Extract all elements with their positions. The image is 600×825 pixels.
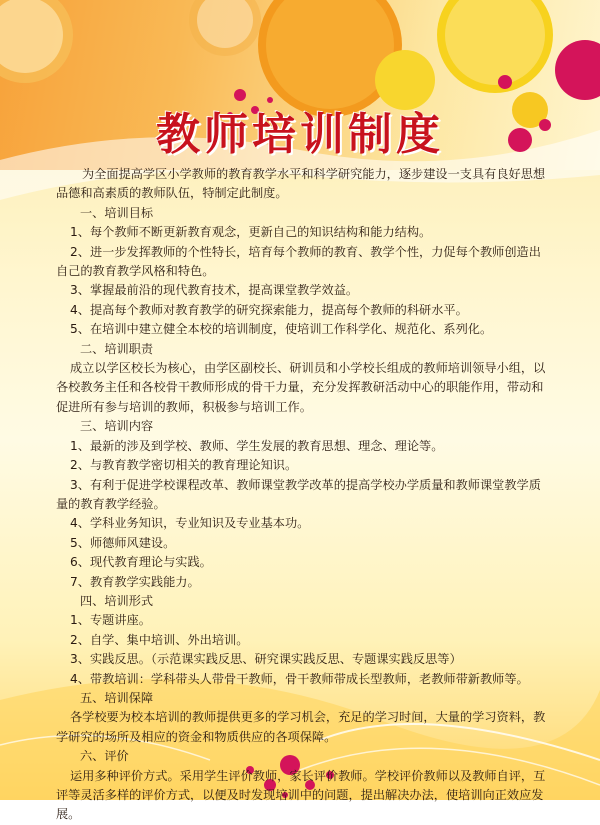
section-heading-support: 五、培训保障 xyxy=(80,690,154,705)
document-body xyxy=(56,165,552,825)
intro-paragraph: 为全面提高学区小学教师的教育教学水平和科学研究能力，逐步建设一支具有良好思想品德和高素质的教师队伍，特制定此制度。 xyxy=(56,167,546,201)
list-item: 4、学科业务知识，专业知识及专业基本功。 xyxy=(70,516,310,531)
list-item: 5、在培训中建立健全本校的培训制度，使培训工作科学化、规范化、系列化。 xyxy=(70,322,493,337)
section-heading-forms: 四、培训形式 xyxy=(80,593,154,608)
list-item: 6、现代教育理论与实践。 xyxy=(70,555,212,570)
section-heading-duties: 二、培训职责 xyxy=(80,341,154,356)
section-paragraph: 成立以学区校长为核心，由学区副校长、研训员和小学校长组成的教师培训领导小组，以各校教务主任和各校骨干教师形成的骨干力量，充分发挥教研活动中心的职能作用，带动和促进所有参与培训的教师，积极参与培训工作。 xyxy=(56,361,546,414)
list-item: 4、带教培训：学科带头人带骨干教师，骨干教师带成长型教师，老教师带新教师等。 xyxy=(70,671,529,686)
list-item: 2、进一步发挥教师的个性特长，培育每个教师的教育、教学个性，力促每个教师创造出自己的教育教学风格和特色。 xyxy=(56,244,541,279)
section-heading-goals: 一、培训目标 xyxy=(80,205,154,220)
section-paragraph: 各学校要为校本培训的教师提供更多的学习机会，充足的学习时间，大量的学习资料，教学研究的场所及相应的资金和物质供应的各项保障。 xyxy=(56,710,546,744)
list-item: 4、提高每个教师对教育教学的研究探索能力，提高每个教师的科研水平。 xyxy=(70,302,468,317)
list-item: 1、专题讲座。 xyxy=(70,613,151,628)
section-paragraph: 运用多种评价方式。采用学生评价教师，家长评价教师。学校评价教师以及教师自评，互评等灵活多样的评价方式，以便及时发现培训中的问题，提出解决办法，使培训向正效应发展。 xyxy=(56,768,546,822)
list-item: 3、有利于促进学校课程改革、教师课堂教学改革的提高学校办学质量和教师课堂教学质量的教育教学经验。 xyxy=(56,477,541,511)
page-title: 教师培训制度 xyxy=(156,109,444,160)
list-item: 1、最新的涉及到学校、教师、学生发展的教育思想、理念、理论等。 xyxy=(70,438,444,453)
section-heading-evaluation: 六、评价 xyxy=(80,749,129,764)
list-item: 1、每个教师不断更新教育观念，更新自己的知识结构和能力结构。 xyxy=(70,225,432,240)
list-item: 2、自学、集中培训、外出培训。 xyxy=(70,632,249,647)
list-item: 3、掌握最前沿的现代教育技术，提高课堂教学效益。 xyxy=(70,283,359,298)
section-heading-content: 三、培训内容 xyxy=(80,419,154,434)
list-item: 3、实践反思。（示范课实践反思、研究课实践反思、专题课实践反思等） xyxy=(70,652,462,667)
list-item: 5、师德师风建设。 xyxy=(70,535,176,550)
list-item: 7、教育教学实践能力。 xyxy=(70,574,200,589)
list-item: 2、与教育教学密切相关的教育理论知识。 xyxy=(70,458,298,473)
